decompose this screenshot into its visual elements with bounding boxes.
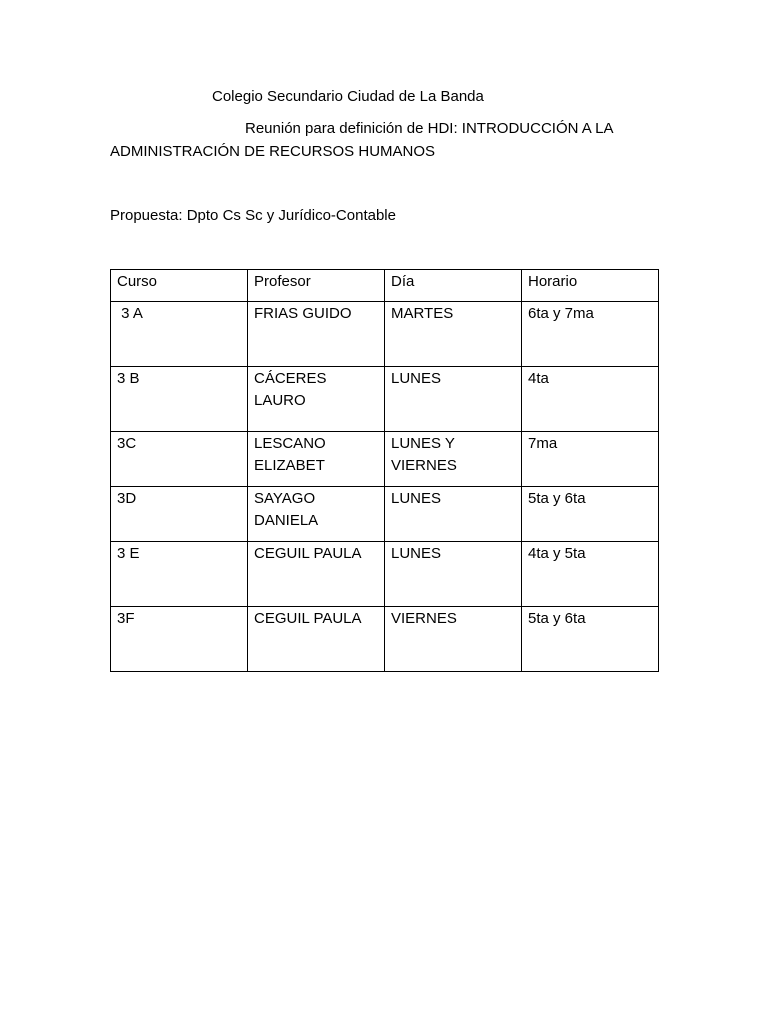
cell-profesor [248, 542, 385, 607]
cell-horario: 7ma [522, 432, 659, 487]
table-row [111, 542, 659, 607]
cell-dia [385, 432, 522, 487]
profesor-text: CÁCERES LAURO [254, 370, 327, 409]
cell-profesor [248, 432, 385, 487]
cell-curso: 3C [111, 432, 248, 487]
profesor-text-line-1: LESCANO [254, 435, 326, 452]
profesor-text: CEGUIL PAULA [254, 545, 362, 562]
dia-text-line-1: LUNES Y [391, 435, 455, 452]
profesor-text: CEGUIL PAULA [254, 610, 362, 627]
cell-dia [385, 367, 522, 432]
profesor-text-line-1: SAYAGO [254, 490, 316, 507]
proposal-line: Propuesta: Dpto Cs Sc y Jurídico-Contable [110, 207, 396, 224]
cell-horario: 4ta y 5ta [522, 542, 659, 607]
table-row [111, 302, 659, 367]
header-profesor: Profesor [248, 270, 385, 302]
meeting-title-line-2: ADMINISTRACIÓN DE RECURSOS HUMANOS [110, 143, 436, 160]
profesor-text: FRIAS GUIDO [254, 305, 352, 322]
cell-curso: 3D [111, 487, 248, 542]
cell-horario: 5ta y 6ta [522, 607, 659, 672]
cell-curso [111, 302, 248, 367]
cell-horario: 5ta y 6ta [522, 487, 659, 542]
dia-text: LUNES [391, 370, 442, 387]
cell-curso: 3F [111, 607, 248, 672]
dia-text: VIERNES [391, 610, 457, 627]
table-row [111, 432, 659, 487]
header-horario: Horario [522, 270, 659, 302]
dia-text: MARTES [391, 305, 454, 322]
profesor-text-line-2: ELIZABET [254, 457, 325, 474]
schedule-table [110, 269, 659, 672]
cell-dia [385, 607, 522, 672]
cell-profesor [248, 367, 385, 432]
header-dia: Día [385, 270, 522, 302]
cell-curso: 3 B [111, 367, 248, 432]
table-header-row [111, 270, 659, 302]
dia-text: LUNES [391, 545, 442, 562]
profesor-text-line-2: DANIELA [254, 512, 319, 529]
table-row [111, 367, 659, 432]
meeting-title-line-1: Reunión para definición de HDI: INTRODUCCIÓN A LA [245, 120, 614, 137]
dia-text: LUNES [391, 490, 442, 507]
cell-curso: 3 E [111, 542, 248, 607]
cell-dia [385, 302, 522, 367]
table-row [111, 487, 659, 542]
cell-dia [385, 542, 522, 607]
school-name: Colegio Secundario Ciudad de La Banda [212, 88, 484, 105]
cell-profesor [248, 607, 385, 672]
header-curso: Curso [111, 270, 248, 302]
curso-text: 3 A [117, 305, 143, 322]
cell-horario: 4ta [522, 367, 659, 432]
cell-profesor [248, 487, 385, 542]
table-row [111, 607, 659, 672]
dia-text-line-2: VIERNES [391, 457, 457, 474]
cell-dia [385, 487, 522, 542]
cell-horario: 6ta y 7ma [522, 302, 659, 367]
cell-profesor [248, 302, 385, 367]
